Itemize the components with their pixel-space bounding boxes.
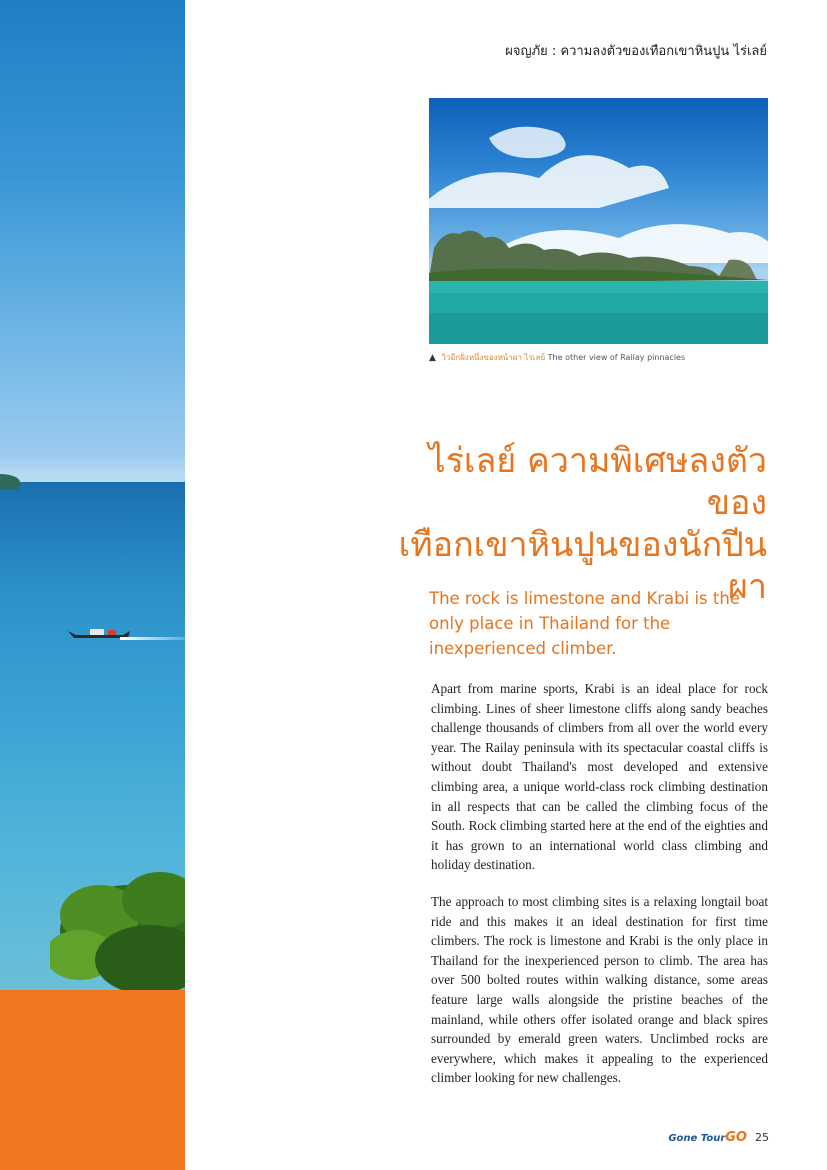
body-paragraph-2: The approach to most climbing sites is a relaxing longtail boat ride and this makes it an ideal destination for first time climbers. The rock is limestone and Krabi is the only place in Thailand for the inexperienced person to climb. The area has over 500 bolted routes within walking distance, some areas feature large walls alongside the pristine beaches of the mainland, while others offer isolated orange and black spires surrounded by emerald green waters. Unclimbed rocks are everywhere, which makes it appealing to the experienced climber looking for new challenges. <box>431 894 768 1086</box>
distant-island <box>0 474 20 490</box>
subheading: The rock is limestone and Krabi is the only place in Thailand for the inexperienced climber. <box>429 589 740 658</box>
tree-foliage <box>50 860 185 990</box>
title-line-2: เทือกเขาหินปูนของนักปีนผา <box>398 525 767 607</box>
title-line-1: ไร่เลย์ ความพิเศษลงตัวของ <box>428 441 767 523</box>
side-photo-sea <box>0 0 185 990</box>
page-number: 25 <box>755 1131 769 1144</box>
railay-photo <box>429 98 768 344</box>
magazine-logo: Gone TourGO <box>668 1130 747 1145</box>
boat-wake <box>120 637 185 640</box>
triangle-icon: ▲ <box>429 353 436 363</box>
caption-thai: วิวอีกฝั่งหนึ่งของหน้าผา ไร่เลย์ <box>441 353 546 362</box>
page-title <box>387 440 767 608</box>
body-paragraph-1: Apart from marine sports, Krabi is an ideal place for rock climbing. Lines of sheer limestone cliffs along sandy beaches challenge thousands of climbers from all over the world every year. The Railay peninsula with its spectacular coastal cliffs is without doubt Thailand's most developed and extensive climbing area, a unique world-class rock climbing destination in all respects that can be called the climbing focus of the South. Rock climbing started here at the end of the eighties and it has grown to an international world class climbing and holiday destination. <box>431 681 768 873</box>
caption-english: The other view of Railay pinnacles <box>547 353 686 362</box>
page-footer <box>668 1130 769 1145</box>
running-head: ผจญภัย : ความลงตัวของเทือกเขาหินปูน ไร่เลย์ <box>505 44 767 59</box>
photo-caption <box>429 351 685 364</box>
orange-accent-block <box>0 990 185 1170</box>
